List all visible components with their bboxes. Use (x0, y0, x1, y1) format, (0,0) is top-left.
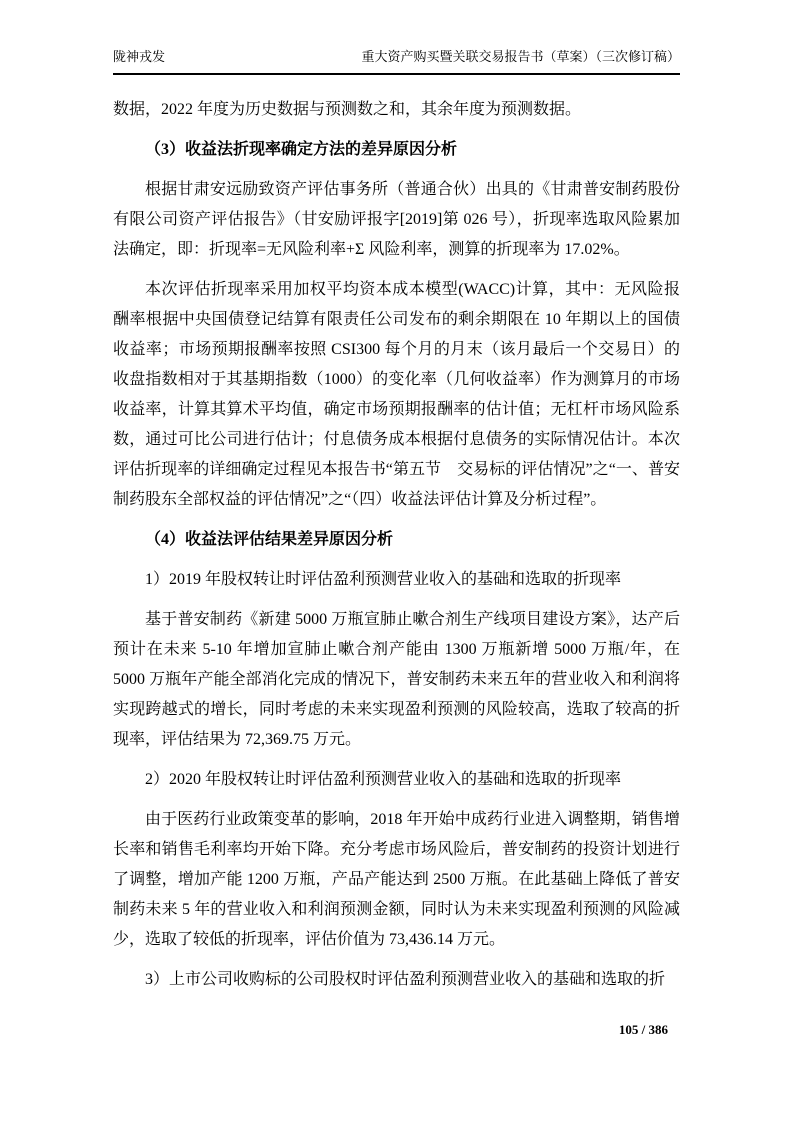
subheading-1: 1）2019 年股权转让时评估盈利预测营业收入的基础和选取的折现率 (145, 571, 622, 588)
page-number: 105 / 386 (618, 1022, 668, 1037)
paragraph: 本次评估折现率采用加权平均资本成本模型(WACC)计算，其中：无风险报酬率根据中央国债登记结算有限责任公司发布的剩余期限在 10 年期以上的国债收益率；市场预期报酬率按照 CSI300 每个月的月末（该月最后一个交易日）的收盘指数相对于其基期指数（1000）的变化率（几何收益率）作为测算月的市场收益率，计算其算术平均值，确定市场预期报酬率的估计值；无杠杆市场风险系数，通过可比公司进行估计；付息债务成本根据付息债务的实际情况估计。本次评估折现率的详细确定过程见本报告书“第五节 交易标的评估情况”之“一、普安制药股东全部权益的评估情况”之“（四）收益法评估计算及分析过程”。 (113, 281, 680, 508)
page-header (113, 48, 680, 75)
header-company-name: 陇神戎发 (113, 49, 166, 64)
paragraph: 基于普安制药《新建 5000 万瓶宣肺止嗽合剂生产线项目建设方案》，达产后预计在未来 5-10 年增加宣肺止嗽合剂产能由 1300 万瓶新增 5000 万瓶/年，在 5000 万瓶年产能全部消化完成的情况下，普安制药未来五年的营业收入和利润将实现跨越式的增长，同时考虑的未来实现盈利预测的风险较高，选取了较高的折现率，评估结果为 72,369.75 万元。 (113, 611, 680, 748)
paragraph-continuation: 数据，2022 年度为历史数据与预测数之和，其余年度为预测数据。 (113, 101, 582, 118)
header-report-title: 重大资产购买暨关联交易报告书（草案）（三次修订稿） (361, 49, 680, 64)
paragraph: 根据甘肃安远励致资产评估事务所（普通合伙）出具的《甘肃普安制药股份有限公司资产评估报告》（甘安励评报字[2019]第 026 号），折现率选取风险累加法确定，即：折现率=无风险利率+Σ 风险利率，测算的折现率为 17.02%。 (113, 181, 680, 258)
document-body (113, 95, 680, 995)
subheading-3: 3）上市公司收购标的公司股权时评估盈利预测营业收入的基础和选取的折 (145, 971, 666, 988)
subheading-2: 2）2020 年股权转让时评估盈利预测营业收入的基础和选取的折现率 (145, 771, 622, 788)
section-heading-4: （4）收益法评估结果差异原因分析 (145, 531, 394, 548)
section-heading-3: （3）收益法折现率确定方法的差异原因分析 (145, 141, 458, 158)
paragraph: 由于医药行业政策变革的影响，2018 年开始中成药行业进入调整期，销售增长率和销售毛利率均开始下降。充分考虑市场风险后，普安制药的投资计划进行了调整，增加产能 1200 万瓶，产品产能达到 2500 万瓶。在此基础上降低了普安制药未来 5 年的营业收入和利润预测金额，同时认为未来实现盈利预测的风险减少，选取了较低的折现率，评估价值为 73,436.14 万元。 (113, 811, 680, 948)
